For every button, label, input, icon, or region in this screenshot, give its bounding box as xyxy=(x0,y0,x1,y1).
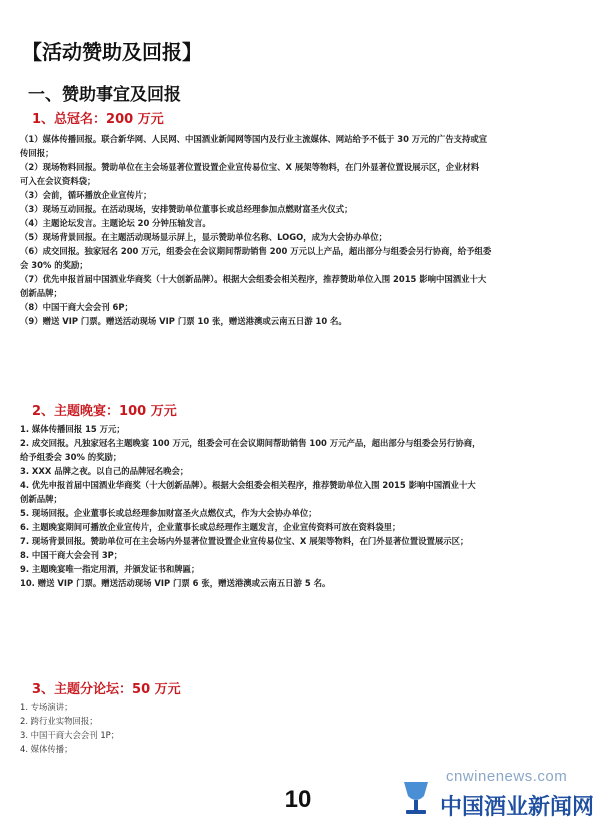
list-item: 2. 成交回报。凡独家冠名主题晚宴 100 万元，组委会可在会议期间帮助销售 100 万元产品，超出部分与组委会另行协商， xyxy=(20,438,481,448)
list-item: 3. XXX 品牌之夜。以自己的品牌冠名晚会； xyxy=(20,466,189,476)
watermark-site-name: 中国酒业新闻网 xyxy=(440,795,595,820)
list-item: （8）中国干商大会会刊 6P； xyxy=(20,302,133,312)
list-item: 7. 现场背景回报。赞助单位可在主会场内外显著位置设置企业宣传易位宝、X 展架等物料，在门外显著位置设置展示区； xyxy=(20,536,469,546)
list-item: 2. 跨行业实物回报； xyxy=(20,716,98,726)
list-item: 4. 媒体传播； xyxy=(20,744,73,754)
list-item: （2）现场物料回报。赞助单位在主会场显著位置设置企业宣传易位宝、X 展架等物料，在门外显著位置设展示区，企业材料 xyxy=(20,162,480,172)
tier1-list xyxy=(20,132,580,328)
list-item: 可入在会议资料袋； xyxy=(20,176,96,186)
list-item: 5. 现场回报。企业董事长或总经理参加财富圣火点燃仪式，作为大会协办单位； xyxy=(20,508,317,518)
list-item: 10. 赠送 VIP 门票。赠送活动现场 VIP 门票 6 张，赠送港澳或云南五日游 5 名。 xyxy=(20,578,331,588)
page-number: 10 xyxy=(284,786,312,813)
list-item: 4. 优先申报首届中国酒业华商奖（十大创新品牌）。根据大会组委会相关程序，推荐赞助单位入围 2015 影响中国酒业十大 xyxy=(20,480,476,490)
list-item: 创新品牌； xyxy=(20,494,62,504)
list-item: （5）现场背景回报。在主题活动现场显示屏上，显示赞助单位名称、LOGO，成为大会协办单位； xyxy=(20,232,387,242)
list-item: 1. 专场演讲； xyxy=(20,702,73,712)
tier1-heading: 1、总冠名：200 万元 xyxy=(32,112,164,127)
list-item: （9）赠送 VIP 门票。赠送活动现场 VIP 门票 10 张，赠送港澳或云南五日游 10 名。 xyxy=(20,316,347,326)
list-item: （1）媒体传播回报。联合新华网、人民网、中国酒业新闻网等国内及行业主流媒体、网站给予不低于 30 万元的广告支持或宣 xyxy=(20,134,488,144)
list-item: 9. 主题晚宴唯一指定用酒，并颁发证书和牌匾； xyxy=(20,564,200,574)
list-item: （3）会前，循环播放企业宣传片； xyxy=(20,190,152,200)
list-item: 8. 中国干商大会会刊 3P； xyxy=(20,550,123,560)
wine-glass-logo-icon xyxy=(396,778,436,818)
tier2-list xyxy=(20,422,580,590)
tier3-heading: 3、主题分论坛：50 万元 xyxy=(32,682,181,697)
list-item: （4）主题论坛发言。主题论坛 20 分钟压轴发言。 xyxy=(20,218,211,228)
list-item: 6. 主题晚宴期间可播放企业宣传片，企业董事长或总经理作主题发言，企业宣传资料可放在资料袋里； xyxy=(20,522,401,532)
list-item: 3. 中国干商大会会刊 1P； xyxy=(20,730,120,740)
tier2-heading: 2、主题晚宴：100 万元 xyxy=(32,404,177,419)
list-item: （3）现场互动回报。在活动现场，安排赞助单位董事长或总经理参加点燃财富圣火仪式； xyxy=(20,204,353,214)
list-item: 创新品牌； xyxy=(20,288,62,298)
list-item: （7）优先申报首届中国酒业华商奖（十大创新品牌）。根据大会组委会相关程序，推荐赞助单位入围 2015 影响中国酒业十大 xyxy=(20,274,487,284)
document-title: 【活动赞助及回报】 xyxy=(22,40,202,64)
list-item: 会 30% 的奖励； xyxy=(20,260,88,270)
site-watermark xyxy=(396,768,595,822)
list-item: 1. 媒体传播回报 15 万元； xyxy=(20,424,125,434)
watermark-url: cnwinenews.com xyxy=(446,768,568,785)
list-item: 传回报； xyxy=(20,148,54,158)
section-heading: 一、赞助事宜及回报 xyxy=(28,85,181,105)
tier3-list xyxy=(20,700,580,756)
list-item: 给予组委会 30% 的奖励； xyxy=(20,452,122,462)
list-item: （6）成交回报。独家冠名 200 万元，组委会在会议期间帮助销售 200 万元以上产品，超出部分与组委会另行协商，给予组委 xyxy=(20,246,492,256)
